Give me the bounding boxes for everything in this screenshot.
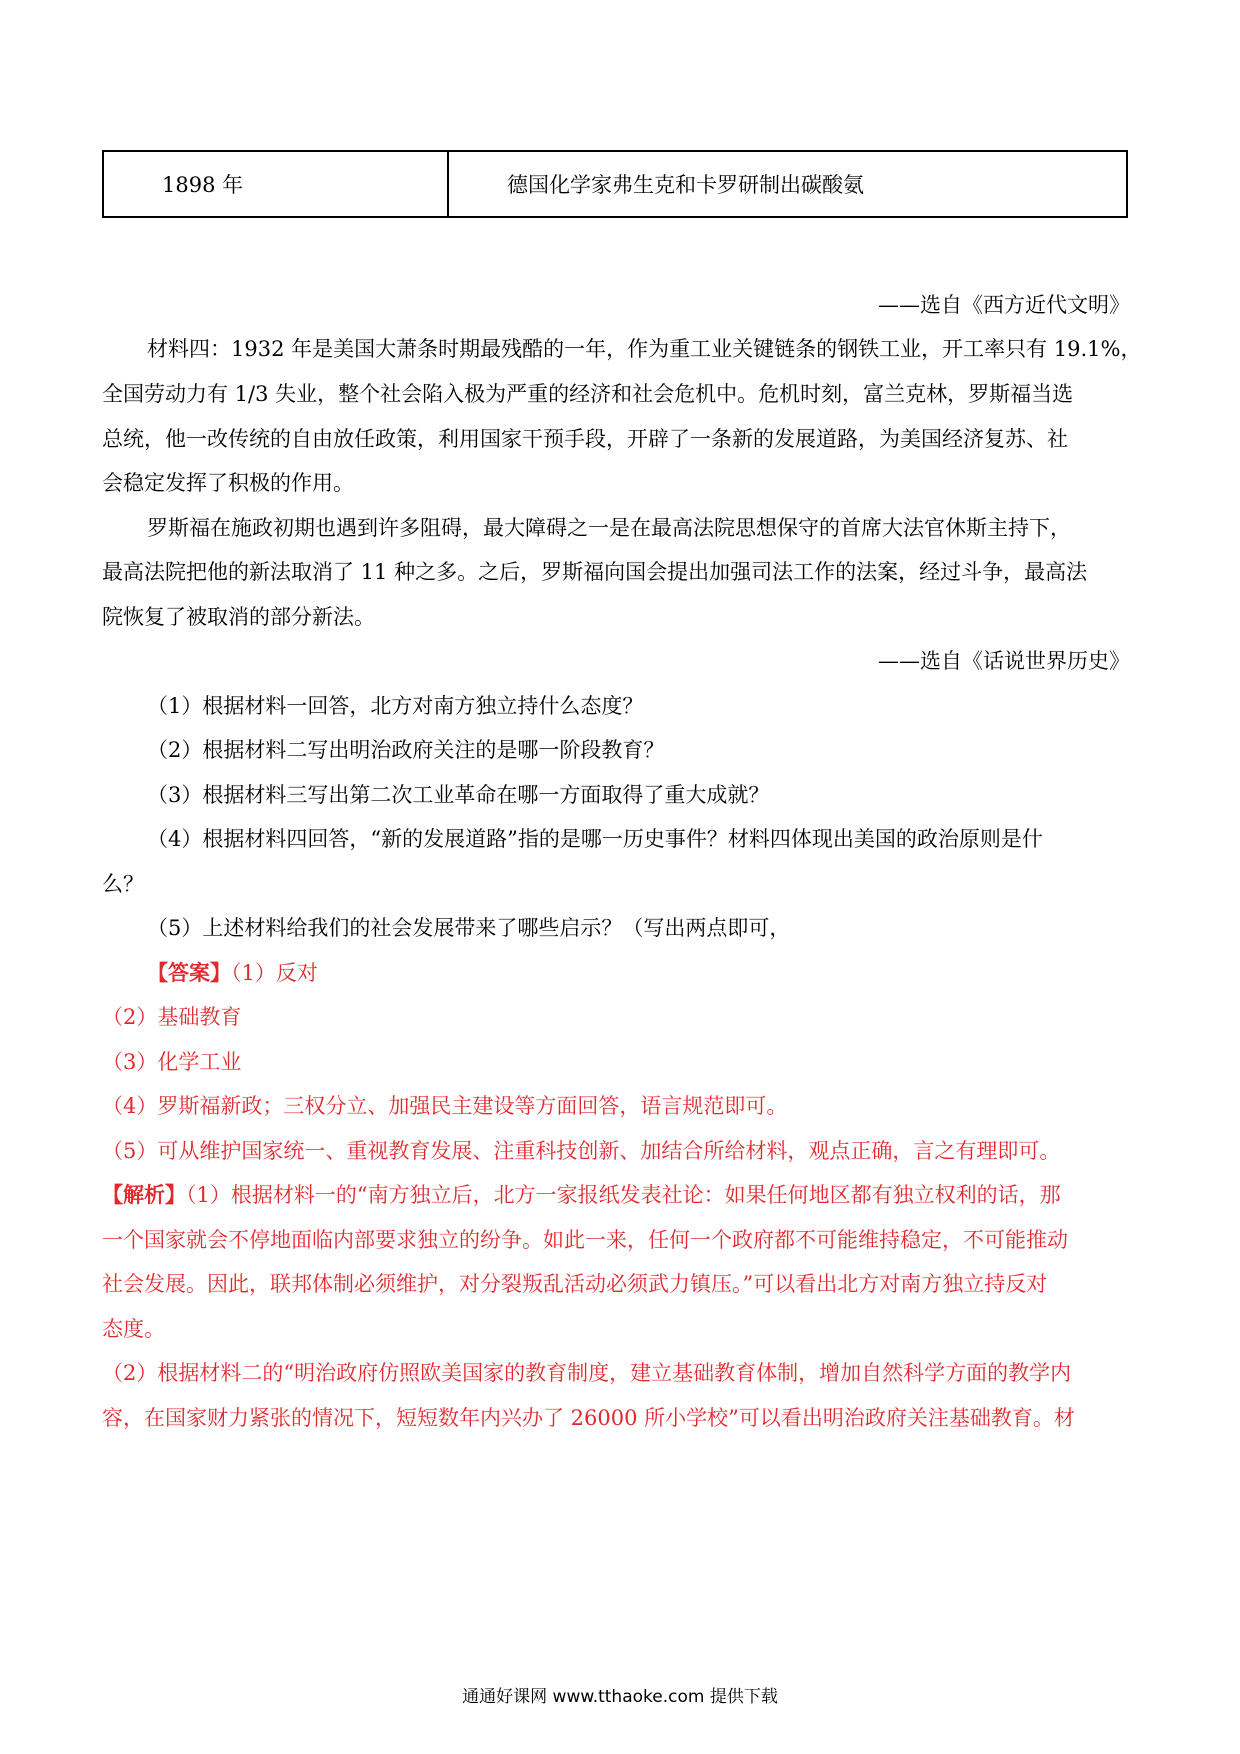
- page-footer: 通通好课网 www.tthaoke.com 提供下载: [462, 1687, 778, 1707]
- question-3: （3）根据材料三写出第二次工业革命在哪一方面取得了重大成就？: [147, 783, 770, 807]
- table-row: [103, 151, 1127, 217]
- material4-line: 会稳定发挥了积极的作用。: [102, 471, 354, 495]
- answer-1: （1）反对: [231, 961, 318, 985]
- material4-line: 总统，他一改传统的自由放任政策，利用国家干预手段，开辟了一条新的发展道路，为美国经济复苏、社: [102, 427, 1068, 451]
- source-citation-2: ——选自《话说世界历史》: [878, 649, 1130, 673]
- analysis-1-text: （1）根据材料一的“南方独立后，北方一家报纸发表社论：如果任何地区都有独立权利的话，那: [186, 1183, 1061, 1207]
- analysis-line: （2）根据材料二的“明治政府仿照欧美国家的教育制度，建立基础教育体制，增加自然科学方面的教学内: [102, 1361, 1072, 1385]
- source-citation-1: ——选自《西方近代文明》: [878, 293, 1130, 317]
- analysis-line: 态度。: [102, 1317, 165, 1341]
- analysis-line: 社会发展。因此，联邦体制必须维护，对分裂叛乱活动必须武力镇压。”可以看出北方对南方独立持反对: [102, 1272, 1048, 1296]
- answer-3: （3）化学工业: [102, 1050, 242, 1074]
- analysis-line: [0, 1180, 1240, 1210]
- answer-line-1: [0, 958, 1240, 988]
- question-2: （2）根据材料二写出明治政府关注的是哪一阶段教育？: [147, 738, 665, 762]
- answer-2: （2）基础教育: [102, 1005, 242, 1029]
- analysis-line: 一个国家就会不停地面临内部要求独立的纷争。如此一来，任何一个政府都不可能维持稳定，不可能推动: [102, 1228, 1068, 1252]
- answer-4: （4）罗斯福新政；三权分立、加强民主建设等方面回答，语言规范即可。: [102, 1094, 788, 1118]
- analysis-label: 【解析】: [102, 1182, 186, 1207]
- answer-5: （5）可从维护国家统一、重视教育发展、注重科技创新、加结合所给材料，观点正确，言之有理即可。: [102, 1139, 1061, 1163]
- year-cell: 1898 年: [103, 151, 448, 217]
- events-table: [102, 150, 1128, 218]
- material4-line: 院恢复了被取消的部分新法。: [102, 605, 375, 629]
- material4-line: 最高法院把他的新法取消了 11 种之多。之后，罗斯福向国会提出加强司法工作的法案，经过斗争，最高法: [102, 560, 1088, 584]
- question-1: （1）根据材料一回答，北方对南方独立持什么态度？: [147, 694, 644, 718]
- material4-line: 全国劳动力有 1/3 失业，整个社会陷入极为严重的经济和社会危机中。危机时刻，富兰克林，罗斯福当选: [102, 382, 1074, 406]
- answer-label: 【答案】: [147, 960, 231, 985]
- question-4-cont: 么？: [102, 872, 144, 896]
- analysis-line: 容，在国家财力紧张的情况下，短短数年内兴办了 26000 所小学校”可以看出明治政府关注基础教育。材: [102, 1406, 1075, 1430]
- event-cell: 德国化学家弗生克和卡罗研制出碳酸氨: [448, 151, 1127, 217]
- question-4: （4）根据材料四回答，“新的发展道路”指的是哪一历史事件？材料四体现出美国的政治原则是什: [147, 827, 1043, 851]
- material4-line: 罗斯福在施政初期也遇到许多阻碍，最大障碍之一是在最高法院思想保守的首席大法官休斯主持下，: [147, 516, 1071, 540]
- material4-line: 材料四：1932 年是美国大萧条时期最残酷的一年，作为重工业关键链条的钢铁工业，开工率只有 19.1%，: [147, 337, 1142, 361]
- question-5: （5）上述材料给我们的社会发展带来了哪些启示？（写出两点即可，: [147, 916, 791, 940]
